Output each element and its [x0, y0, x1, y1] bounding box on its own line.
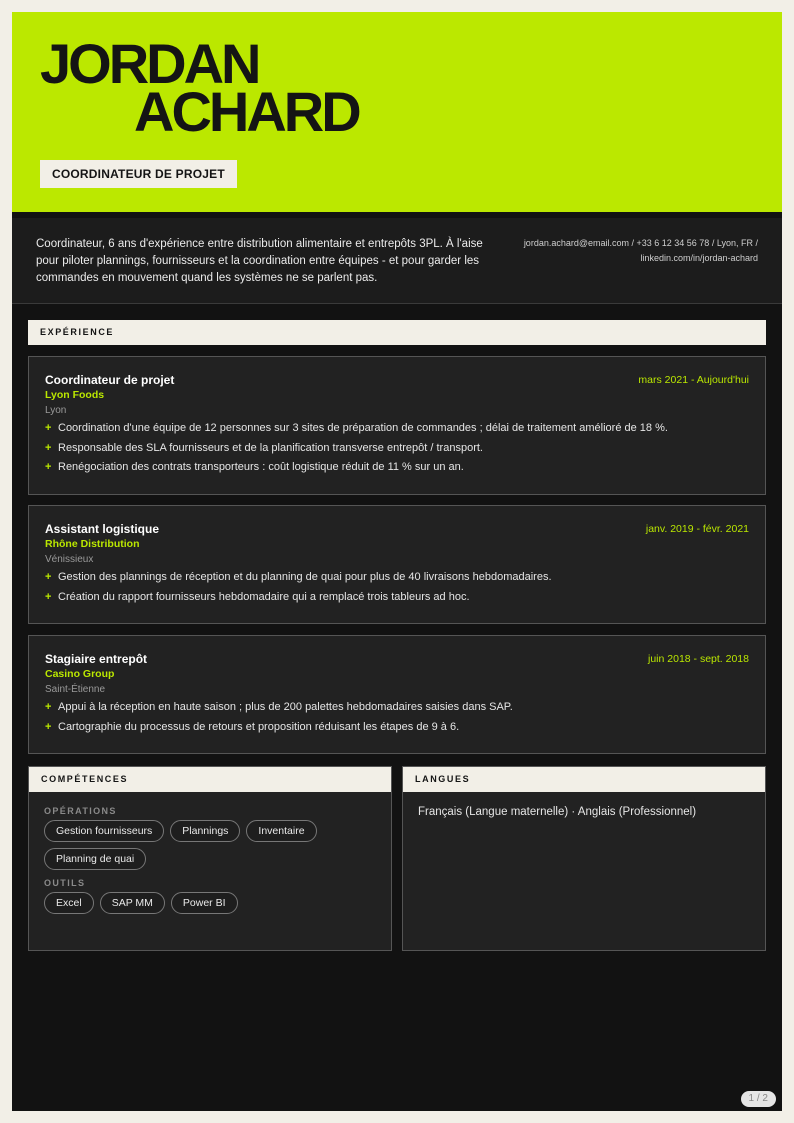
job-dates: janv. 2019 - févr. 2021: [645, 523, 749, 535]
first-name: JORDAN: [40, 32, 259, 95]
job-card: [28, 356, 766, 495]
job-company: Rhône Distribution: [45, 538, 140, 550]
skill-chip: Inventaire: [246, 820, 316, 842]
job-bullet: [45, 440, 749, 456]
resume-page: [12, 12, 782, 1111]
bullet-text: Appui à la réception en haute saison ; plus de 200 palettes hebdomadaires saisies dans SAP.: [58, 701, 513, 713]
contact-info: jordan.achard@email.com / +33 6 12 34 56 78 / Lyon, FR / linkedin.com/in/jordan-achard: [523, 238, 758, 263]
plus-icon: +: [45, 720, 52, 733]
job-title: Stagiaire entrepôt: [45, 652, 148, 666]
plus-icon: +: [45, 461, 52, 473]
skill-chip: Power BI: [171, 892, 238, 914]
skill-chip: Planning de quai: [44, 848, 146, 870]
page-indicator: 1 / 2: [741, 1091, 776, 1107]
experience-heading: EXPÉRIENCE: [28, 320, 766, 345]
skill-chip: Gestion fournisseurs: [44, 820, 164, 842]
job-company: Casino Group: [45, 668, 115, 680]
job-bullet: [45, 459, 749, 475]
job-title: Assistant logistique: [45, 522, 160, 536]
languages-heading: LANGUES: [403, 767, 765, 792]
job-title: Coordinateur de projet: [45, 373, 175, 387]
skills-panel: [28, 766, 392, 951]
skill-chip: Excel: [44, 892, 94, 914]
job-bullet: [45, 420, 749, 436]
bullet-text: Cartographie du processus de retours et proposition réduisant les étapes de 9 à 6.: [58, 720, 460, 733]
job-card: [28, 505, 766, 624]
job-dates: mars 2021 - Aujourd'hui: [638, 374, 749, 386]
summary-section: [12, 218, 782, 304]
bullet-text: Création du rapport fournisseurs hebdomadaire qui a remplacé trois tableurs ad hoc.: [58, 590, 470, 603]
skills-body: [29, 792, 391, 934]
plus-icon: +: [45, 701, 52, 713]
last-name: ACHARD: [134, 80, 359, 143]
bullet-text: Gestion des plannings de réception et du planning de quai pour plus de 40 livraisons hebdomadaires.: [58, 571, 552, 583]
skill-chip: SAP MM: [100, 892, 165, 914]
job-bullets: [45, 569, 749, 605]
plus-icon: +: [45, 441, 52, 454]
plus-icon: +: [45, 590, 52, 603]
skill-chip-group: [44, 820, 376, 870]
skill-chip-group: [44, 892, 376, 914]
summary-text: Coordinateur, 6 ans d'expérience entre distribution alimentaire et entrepôts 3PL. À l'aise pour piloter plannings, fournisseurs et la coordination entre équipes - et pour garder les commandes en mouvement quand les systèmes ne se parlent pas.: [36, 238, 483, 284]
bullet-text: Coordination d'une équipe de 12 personnes sur 3 sites de préparation de commandes ; délai de traitement amélioré de 18 %.: [58, 422, 668, 434]
job-bullet: [45, 719, 749, 735]
job-dates: juin 2018 - sept. 2018: [648, 653, 749, 665]
job-bullet: [45, 699, 749, 715]
bullet-text: Renégociation des contrats transporteurs : coût logistique réduit de 11 % sur un an.: [58, 461, 464, 473]
languages-text: Français (Langue maternelle) · Anglais (Professionnel): [418, 806, 697, 818]
role-badge: COORDINATEUR DE PROJET: [40, 160, 237, 188]
plus-icon: +: [45, 422, 52, 434]
job-card: [28, 635, 766, 754]
languages-panel: [402, 766, 766, 951]
job-bullet: [45, 589, 749, 605]
plus-icon: +: [45, 571, 52, 583]
skill-chip: Plannings: [170, 820, 240, 842]
job-bullets: [45, 699, 749, 735]
job-location: Lyon: [45, 405, 67, 416]
skills-heading: COMPÉTENCES: [29, 767, 391, 792]
job-bullets: [45, 420, 749, 475]
bullet-text: Responsable des SLA fournisseurs et de la planification transverse entrepôt / transport.: [58, 441, 483, 454]
job-location: Vénissieux: [45, 554, 94, 565]
job-bullet: [45, 569, 749, 585]
skill-category-label: OPÉRATIONS: [44, 806, 117, 816]
job-location: Saint-Étienne: [45, 684, 106, 695]
skill-category-label: OUTILS: [44, 878, 86, 888]
job-company: Lyon Foods: [45, 389, 105, 401]
header-banner: [12, 12, 782, 212]
